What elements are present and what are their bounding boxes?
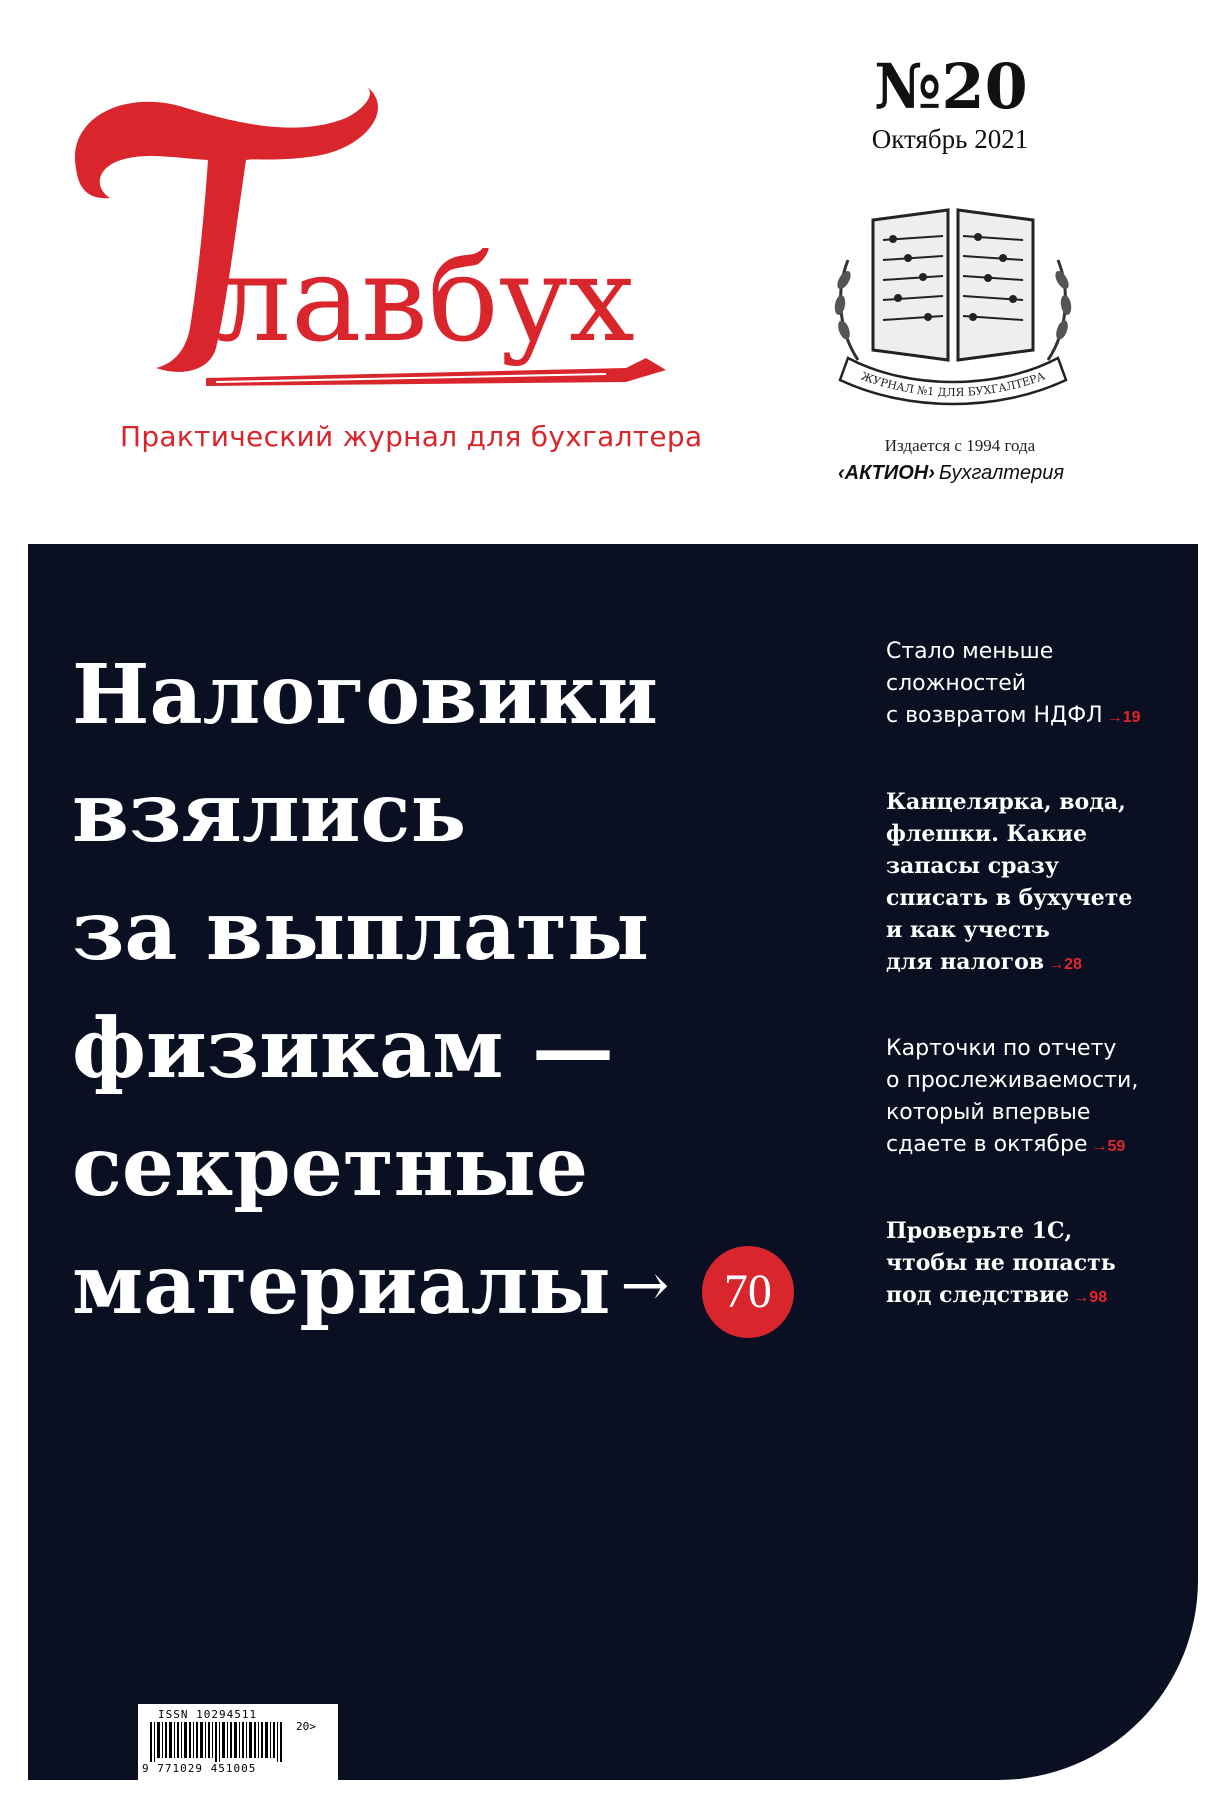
founded-note: Издается с 1994 года	[884, 436, 1036, 455]
teaser-page: 59	[1107, 1138, 1126, 1155]
cover-page-badge: 70	[702, 1246, 794, 1338]
teaser-line: сдаете в октябре	[886, 1132, 1088, 1157]
teaser-line: Канцелярка, вода,	[886, 789, 1126, 815]
issue-date: Октябрь 2021	[871, 124, 1029, 154]
barcode-bars	[150, 1722, 290, 1762]
issue-number: №20	[874, 50, 1028, 123]
headline-line: материалы	[72, 1237, 611, 1333]
headline-line: физикам —	[72, 1001, 615, 1097]
teaser-item	[886, 1215, 1186, 1314]
headline-line: секретные	[72, 1119, 589, 1215]
arrow-right-icon: →	[1106, 709, 1123, 726]
teaser-page: 28	[1064, 956, 1082, 973]
publisher-division: Бухгалтерия	[938, 462, 1065, 484]
arrow-right-icon: →	[620, 1251, 670, 1319]
barcode-digits: 9 771029 451005	[142, 1762, 257, 1775]
teaser-item	[886, 636, 1186, 734]
teaser-line: сложностей	[886, 671, 1027, 696]
emblem-ribbon-text: ЖУРНАЛ №1 ДЛЯ БУХГАЛТЕРА	[859, 369, 1047, 400]
arrow-right-icon: →	[1091, 1138, 1108, 1155]
publisher-logo	[838, 462, 1108, 485]
teaser-line: с возвратом НДФЛ	[886, 703, 1103, 728]
teaser-item	[886, 786, 1186, 981]
barcode-issn: ISSN 10294511	[158, 1708, 258, 1721]
cover-headline	[72, 636, 832, 1344]
teaser-item	[886, 1033, 1186, 1163]
barcode	[138, 1704, 338, 1780]
barcode-issue-code: 20>	[296, 1720, 316, 1733]
teaser-line: Карточки по отчету	[886, 1036, 1117, 1061]
headline-line: взялись	[72, 765, 467, 861]
teaser-page: 19	[1122, 709, 1141, 726]
teaser-line: под следствие	[886, 1282, 1070, 1308]
masthead-title-lettering: лавбух	[216, 230, 635, 368]
teaser-line: который впервые	[886, 1100, 1091, 1125]
teaser-page: 98	[1089, 1289, 1108, 1306]
headline-line: Налоговики	[72, 647, 658, 743]
journal-emblem	[818, 190, 1088, 420]
teaser-line: чтобы не попасть	[886, 1250, 1116, 1276]
teaser-list	[886, 636, 1186, 1366]
arrow-right-icon: →	[1048, 956, 1065, 973]
masthead-logo	[66, 78, 726, 398]
teaser-line: Проверьте 1С,	[886, 1218, 1073, 1244]
teaser-line: списать в бухучете	[886, 885, 1133, 911]
teaser-line: и как учесть	[886, 917, 1050, 943]
teaser-line: о прослеживаемости,	[886, 1068, 1139, 1093]
teaser-line: для налогов	[886, 949, 1045, 975]
publisher-brand: ‹АКТИОН›	[838, 462, 935, 484]
masthead-tagline: Практический журнал для бухгалтера	[120, 420, 703, 453]
arrow-right-icon: →	[1073, 1289, 1090, 1306]
teaser-line: запасы сразу	[886, 853, 1059, 879]
teaser-line: флешки. Какие	[886, 821, 1087, 847]
teaser-line: Стало меньше	[886, 639, 1054, 664]
headline-line: за выплаты	[72, 883, 650, 979]
